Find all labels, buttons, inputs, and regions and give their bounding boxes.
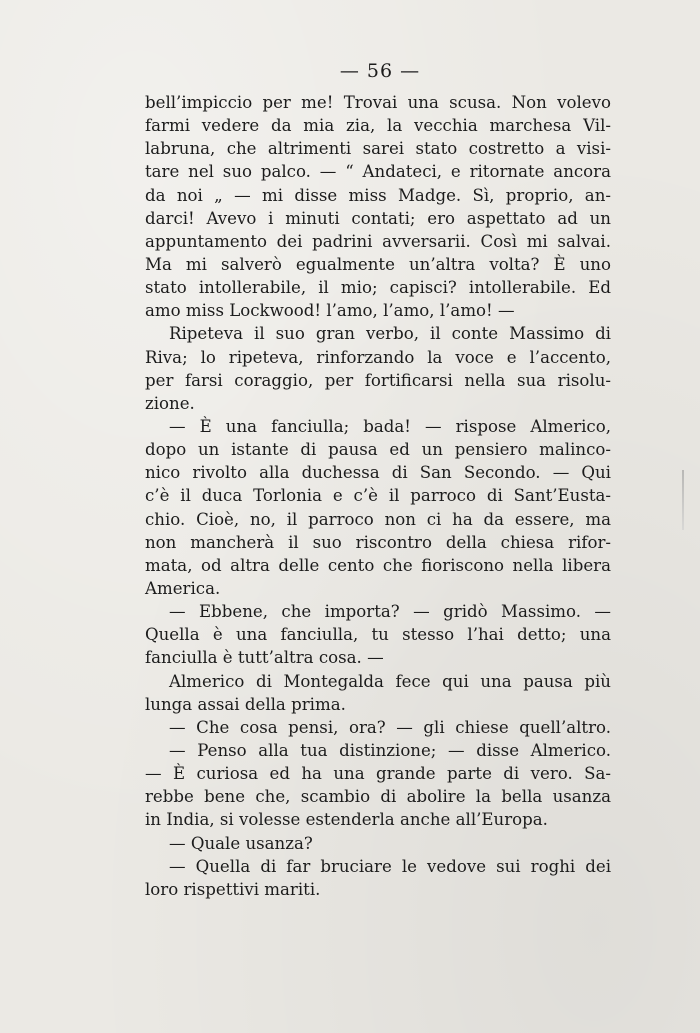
text-line: bell’impiccio per me! Trovai una scusa. Non volevo bbox=[145, 93, 611, 112]
text-line: nico rivolto alla duchessa di San Secondo. — Qui bbox=[145, 463, 611, 483]
text-line: Ripeteva il suo gran verbo, il conte Massimo di bbox=[169, 324, 611, 344]
page-number: — 56 — bbox=[339, 60, 421, 82]
text-line: farmi vedere da mia zia, la vecchia marchesa Vil- bbox=[145, 116, 611, 136]
text-line: da noi „ — mi disse miss Madge. Sì, proprio, an- bbox=[145, 185, 611, 205]
text-line: darci! Avevo i minuti contati; ero aspettato ad un bbox=[145, 208, 611, 228]
text-line: stato intollerabile, il mio; capisci? intollerabile. Ed bbox=[145, 278, 611, 298]
text-line: — Ebbene, che importa? — gridò Massimo. — bbox=[169, 602, 611, 622]
text-line: mata, od altra delle cento che fioriscono nella libera bbox=[145, 555, 611, 575]
text-line: — Penso alla tua distinzione; — disse Almerico. bbox=[169, 740, 611, 760]
text-line: Quella è una fanciulla, tu stesso l’hai detto; una bbox=[145, 625, 611, 645]
text-line: — Quale usanza? bbox=[169, 833, 313, 853]
text-line: in India, si volesse estenderla anche all’Europa. bbox=[145, 810, 548, 830]
text-line: appuntamento dei padrini avversarii. Così mi salvai. bbox=[145, 231, 611, 251]
text-line: — È una fanciulla; bada! — rispose Almerico, bbox=[169, 416, 611, 436]
text-line: labruna, che altrimenti sarei stato costretto a visi- bbox=[145, 139, 611, 159]
body-text bbox=[145, 91, 611, 901]
text-line: tare nel suo palco. — “ Andateci, e ritornate ancora bbox=[145, 162, 611, 182]
text-line: c’è il duca Torlonia e c’è il parroco di Sant’Eusta- bbox=[145, 486, 611, 506]
text-line: loro rispettivi mariti. bbox=[145, 879, 321, 899]
text-line: Almerico di Montegalda fece qui una pausa più bbox=[169, 671, 611, 691]
text-line: — È curiosa ed ha una grande parte di vero. Sa- bbox=[145, 764, 611, 784]
text-line: dopo un istante di pausa ed un pensiero malinco- bbox=[145, 440, 611, 460]
text-line: amo miss Lockwood! l’amo, l’amo, l’amo! — bbox=[145, 301, 515, 321]
text-line: fanciulla è tutt’altra cosa. — bbox=[145, 648, 384, 668]
text-line: rebbe bene che, scambio di abolire la bella usanza bbox=[145, 787, 611, 807]
text-line: lunga assai della prima. bbox=[145, 694, 346, 714]
text-line: Ma mi salverò egualmente un’altra volta? È uno bbox=[145, 254, 611, 274]
text-line: Riva; lo ripeteva, rinforzando la voce e l’accento, bbox=[145, 347, 611, 367]
text-line: — Quella di far bruciare le vedove sui roghi dei bbox=[169, 856, 611, 876]
page-edge-mark bbox=[682, 470, 684, 530]
text-line: — Che cosa pensi, ora? — gli chiese quell’altro. bbox=[169, 717, 611, 737]
text-line: America. bbox=[145, 578, 221, 598]
text-line: chio. Cioè, no, il parroco non ci ha da essere, ma bbox=[145, 509, 611, 529]
text-line: zione. bbox=[145, 393, 195, 413]
text-line: non mancherà il suo riscontro della chiesa rifor- bbox=[145, 532, 611, 552]
text-line: per farsi coraggio, per fortificarsi nella sua risolu- bbox=[145, 370, 611, 390]
